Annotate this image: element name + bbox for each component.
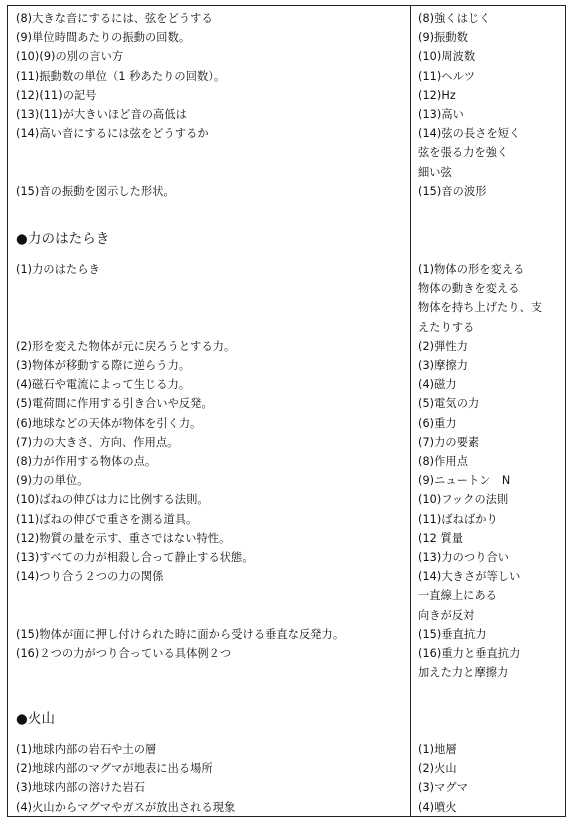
answer-text: (8)強くはじく bbox=[418, 12, 491, 25]
answer-text: (7)力の要素 bbox=[418, 435, 480, 449]
answer-text: (5)電気の力 bbox=[418, 397, 480, 411]
answer-text: (9)ニュートン N bbox=[418, 474, 511, 488]
question-text: (11)振動数の単位（1 秒あたりの回数）。 bbox=[16, 69, 226, 83]
question-text: (1)力のはたらき bbox=[16, 263, 100, 276]
answer-text: (2)弾性力 bbox=[418, 339, 469, 353]
question-text: (15)物体が面に押し付けられた時に面から受ける垂直な反発力。 bbox=[16, 627, 345, 641]
answer-text: (10)フックの法則 bbox=[418, 493, 509, 507]
question-text: (11)ばねの伸びで重さを測る道具。 bbox=[16, 512, 198, 526]
question-text: (16)２つの力がつり合っている具体例２つ bbox=[16, 647, 232, 660]
question-text: (4)火山からマグマやガスが放出される現象 bbox=[16, 800, 236, 814]
question-text: (10)ばねの伸びは力に比例する法則。 bbox=[16, 493, 209, 507]
question-text: (1)地球内部の岩石や土の層 bbox=[16, 743, 157, 756]
question-text: (9)単位時間あたりの振動の回数。 bbox=[16, 31, 191, 45]
question-text: (10)(9)の別の言い方 bbox=[16, 50, 124, 64]
question-text: (2)地球内部のマグマが地表に出る場所 bbox=[16, 762, 213, 776]
answer-text: (12)Hz bbox=[418, 88, 456, 102]
question-text: (9)力の単位。 bbox=[16, 474, 89, 488]
answer-text: 弦を張る力を強く bbox=[418, 146, 509, 160]
answer-text: (11)ばねばかり bbox=[418, 512, 498, 526]
question-text: (7)力の大きさ、方向、作用点。 bbox=[16, 435, 179, 449]
question-text: (13)すべての力が相殺し合って静止する状態。 bbox=[16, 551, 254, 564]
answer-text: 向きが反対 bbox=[418, 608, 475, 622]
answer-text: (15)垂直抗力 bbox=[418, 627, 487, 641]
answer-text: (16)重力と垂直抗力 bbox=[418, 647, 521, 660]
question-text: (8)大きな音にするには、弦をどうする bbox=[16, 12, 213, 25]
answer-text: (4)磁力 bbox=[418, 378, 457, 392]
question-text: (8)力が作用する物体の点。 bbox=[16, 455, 157, 468]
qa-table bbox=[7, 5, 566, 817]
question-text: (3)地球内部の溶けた岩石 bbox=[16, 781, 146, 795]
answer-text: (14)大きさが等しい bbox=[418, 570, 521, 584]
question-text: (6)地球などの天体が物体を引く力。 bbox=[16, 416, 202, 430]
question-text: (12)(11)の記号 bbox=[16, 88, 97, 102]
answer-text: 細い弦 bbox=[418, 165, 452, 179]
answer-text: (2)火山 bbox=[418, 762, 457, 776]
answer-text: (1)地層 bbox=[418, 743, 457, 756]
section-heading: ●力のはたらき bbox=[16, 231, 110, 247]
answer-text: (13)力のつり合い bbox=[418, 551, 510, 564]
answer-text: 一直線上にある bbox=[418, 589, 498, 603]
column-divider bbox=[410, 6, 411, 816]
answer-text: (8)作用点 bbox=[418, 455, 469, 468]
question-text: (5)電荷間に作用する引き合いや反発。 bbox=[16, 397, 213, 411]
answer-text: 物体を持ち上げたり、支 bbox=[418, 301, 543, 315]
answer-text: (3)摩擦力 bbox=[418, 359, 469, 372]
answer-text: (13)高い bbox=[418, 108, 464, 121]
question-text: (12)物質の量を示す、重さではない特性。 bbox=[16, 531, 231, 545]
question-text: (2)形を変えた物体が元に戻ろうとする力。 bbox=[16, 339, 236, 353]
answer-text: (11)ヘルツ bbox=[418, 69, 476, 83]
question-text: (13)(11)が大きいほど音の高低は bbox=[16, 108, 187, 121]
answer-text: 加えた力と摩擦力 bbox=[418, 666, 509, 680]
answer-text: (10)周波数 bbox=[418, 50, 476, 64]
section-heading: ●火山 bbox=[16, 711, 56, 727]
question-text: (14)高い音にするには弦をどうするか bbox=[16, 127, 209, 141]
question-text: (14)つり合う２つの力の関係 bbox=[16, 570, 164, 584]
answer-text: (6)重力 bbox=[418, 416, 457, 430]
answer-text: 物体の動きを変える bbox=[418, 282, 520, 296]
answer-text: (3)マグマ bbox=[418, 781, 469, 795]
answer-text: (4)噴火 bbox=[418, 800, 457, 814]
question-text: (3)物体が移動する際に逆らう力。 bbox=[16, 359, 191, 372]
answer-text: (14)弦の長さを短く bbox=[418, 127, 521, 141]
question-text: (15)音の振動を図示した形状。 bbox=[16, 184, 175, 198]
answer-text: えたりする bbox=[418, 320, 475, 334]
answer-text: (9)振動数 bbox=[418, 31, 469, 45]
answer-text: (12 質量 bbox=[418, 531, 464, 545]
answer-text: (1)物体の形を変える bbox=[418, 263, 525, 276]
answer-text: (15)音の波形 bbox=[418, 184, 487, 198]
question-text: (4)磁石や電流によって生じる力。 bbox=[16, 378, 191, 392]
